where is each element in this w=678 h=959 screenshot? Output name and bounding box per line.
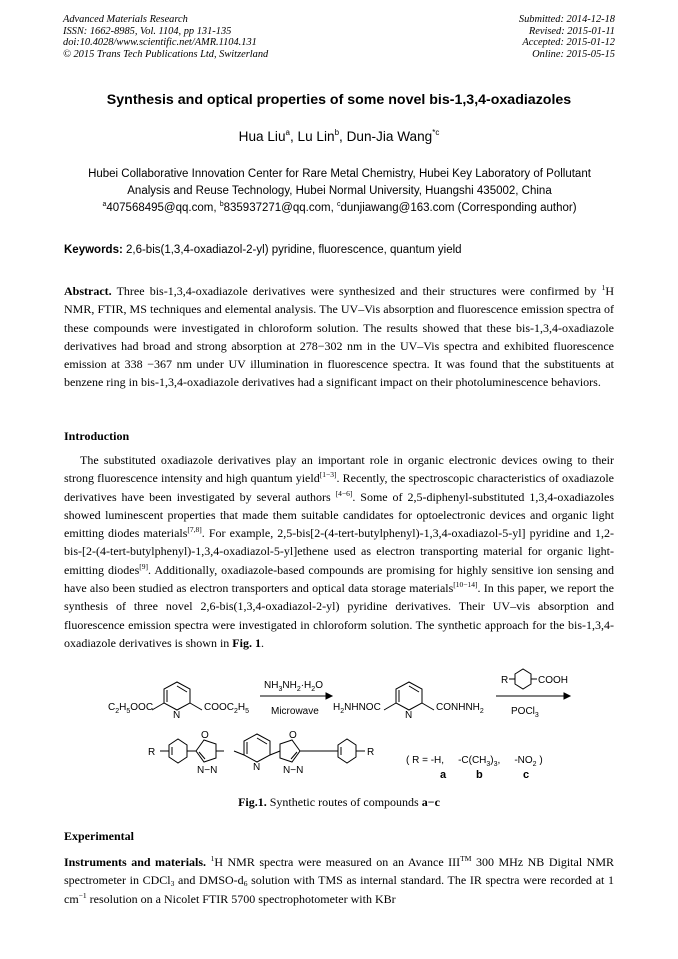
- exp-text: and DMSO-d: [174, 873, 244, 888]
- figure-caption-label: Fig.1.: [238, 795, 267, 809]
- synthesis-scheme: [64, 668, 614, 788]
- figure-caption-range: a−c: [421, 795, 440, 809]
- keywords: [64, 244, 616, 256]
- mid-left-group: $H_2NHNOC$: [333, 702, 381, 715]
- email-link[interactable]: 835937271@qq.com,: [223, 202, 337, 214]
- product-nn-left: N−N: [197, 765, 218, 776]
- journal-doi: doi:10.4028/www.scientific.net/AMR.1104.131: [63, 37, 257, 49]
- exp-sup: 1: [210, 854, 215, 863]
- email-sup: a: [102, 201, 107, 208]
- intro-text: . Additionally, oxadiazole-based compounds are promising for highly sensitive ion sensing and have also been studied as electron transporters and optical data storage materials: [64, 562, 614, 596]
- exp-text: resolution on a Nicolet FTIR 5700 spectrophotometer with KBr: [86, 891, 396, 906]
- reagent-r: R: [501, 675, 509, 686]
- product-o-right: O: [289, 730, 297, 741]
- section-heading-experimental: Experimental: [64, 829, 134, 843]
- compound-label-b: b: [476, 769, 483, 781]
- condition-pocl3: POCl$_3$: [511, 706, 539, 719]
- paper-title: Synthesis and optical properties of some novel bis-1,3,4-oxadiazoles: [106, 92, 572, 108]
- author-sup: a: [285, 128, 290, 137]
- exp-sub: 6: [243, 879, 248, 889]
- citation-ref[interactable]: [7,8]: [187, 525, 202, 535]
- reagent-hydrazine: $NH_3NH_2\cdot H_2O$: [264, 680, 323, 693]
- citation-ref[interactable]: [4−6]: [335, 488, 353, 498]
- exp-sup: TM: [460, 854, 472, 863]
- email-link[interactable]: 407568495@qq.com,: [106, 202, 220, 214]
- author-name: Lu Lin: [297, 129, 335, 144]
- citation-ref[interactable]: [10−14]: [453, 580, 478, 590]
- journal-copyright: © 2015 Trans Tech Publications Ltd, Switzerland: [63, 48, 269, 60]
- product-o-left: O: [201, 730, 209, 741]
- email-sup: b: [219, 201, 224, 208]
- date-accepted: Accepted: 2015-01-12: [522, 37, 615, 49]
- figure-caption: [0, 795, 678, 810]
- compound-label-a: a: [440, 769, 447, 781]
- product-nn-right: N−N: [283, 765, 304, 776]
- mid-ring-n: N: [405, 710, 413, 721]
- email-sup: c: [336, 201, 341, 208]
- affiliation-line: Hubei Collaborative Innovation Center for Rare Metal Chemistry, Hubei Key Laboratory of Pollutant: [88, 168, 591, 180]
- exp-text: solution with TMS as internal standard. The IR spectra were recorded at 1 cm: [64, 873, 615, 906]
- intro-text: The substituted oxadiazole derivatives play an important role in organic electronic devices owing to their strong fluorescence intensity and high quantum yield: [64, 453, 614, 486]
- author-name: Dun-Jia Wang: [346, 129, 433, 144]
- author-emails: [62, 200, 617, 217]
- product-r-left: R: [148, 747, 156, 758]
- product-r-right: R: [367, 747, 375, 758]
- keywords-text: 2,6-bis(1,3,4-oxadiazol-2-yl) pyridine, fluorescence, quantum yield: [122, 244, 462, 256]
- intro-text: . Recently, the spectroscopic characteristics of oxadiazole derivatives have been investigated by several authors: [64, 471, 614, 504]
- abstract-text: H NMR, FTIR, MS techniques and elemental analysis. The UV–Vis absorption and fluorescence emission spectra of these compounds were investigated in chloroform solution. The results showed that these bis-1,3,4-oxadiazole derivatives had broad and strong absorption at 278−302 nm in the UV–Vis spectra and exhibited fluorescence emission at 338 −367 nm under UV illumination in fluorescence spectra. It was found that the substituents at benzene ring in bis-1,3,4-oxadiazole derivatives had a significant impact on their photoluminescence behaviors.: [64, 284, 614, 390]
- email-link[interactable]: dunjiawang@163.com (Corresponding author): [340, 202, 577, 214]
- start-left-group: $C_2H_5OOC$: [108, 702, 154, 715]
- journal-issn: ISSN: 1662-8985, Vol. 1104, pp 131-135: [63, 25, 232, 37]
- mid-right-group: $CONHNH_2$: [436, 702, 484, 715]
- journal-info: [63, 14, 268, 60]
- author-name: Hua Liu: [238, 129, 286, 144]
- exp-sup: −1: [78, 890, 87, 900]
- figure-ref[interactable]: Fig. 1: [232, 635, 261, 650]
- start-ring-n: N: [173, 710, 181, 721]
- date-online: Online: 2015-05-15: [532, 48, 615, 60]
- intro-text: .: [260, 635, 264, 650]
- introduction-paragraph: [64, 451, 614, 652]
- author-list: Hua Liu$^a$, Lu Lin$^b$, Dun-Jia Wang$^{*c}$: [238, 128, 440, 144]
- experimental-paragraph: [64, 853, 614, 908]
- intro-text: . Some of 2,5-diphenyl-substituted 1,3,4-oxadiazoles showed luminescent properties that made them suitable candidates for optoelectronic devices and organic light emitting diodes materials: [64, 489, 614, 541]
- condition-microwave: Microwave: [271, 706, 319, 717]
- citation-ref[interactable]: [1−3]: [319, 470, 337, 480]
- r-definition: ( R = -H, $-C(CH_3)_3$, $-NO_2$ ): [406, 755, 543, 768]
- exp-sub: 3: [170, 879, 175, 889]
- intro-text: . In this paper, we report the synthesis of three novel 2,6-bis(1,3,4-oxadiazol-2-yl) pyridine derivatives. Their UV–vis absorption and fluorescence emission spectra were investigated in chloroform solution. The synthetic approach for the bis-1,3,4-oxadiazole derivatives is shown in: [64, 581, 615, 650]
- date-submitted: Submitted: 2014-12-18: [518, 14, 615, 25]
- abstract-label: Abstract.: [64, 284, 112, 298]
- intro-text: . For example, 2,5-bis[2-(4-tert-butylphenyl)-1,3,4-oxadiazol-5-yl] pyridine and 1,2-bis-[2-(4-tert-butylphenyl)-1,3,4-oxadiazol-5-yl]ethene used as electron transporting material for organic light-emitting diodes: [64, 526, 614, 577]
- section-heading-introduction: Introduction: [64, 429, 130, 443]
- exp-text: 300 MHz NB Digital NMR spectrometer in CDCl: [64, 855, 615, 888]
- abstract-sup: 1: [601, 283, 606, 292]
- article-dates: [519, 14, 615, 60]
- abstract-text: Three bis-1,3,4-oxadiazole derivatives were synthesized and their structures were confirmed by: [111, 284, 602, 298]
- reagent-cooh: COOH: [538, 675, 568, 686]
- product-pyridine-n: N: [253, 762, 261, 773]
- journal-name: Advanced Materials Research: [63, 14, 188, 25]
- figure-caption-text: Synthetic routes of compounds: [266, 795, 422, 809]
- author-sup: b: [334, 128, 340, 137]
- author-sup: *c: [432, 128, 440, 137]
- compound-label-c: c: [523, 769, 530, 781]
- abstract: [64, 282, 614, 392]
- exp-text: H NMR spectra were measured on an Avance III: [214, 855, 461, 869]
- citation-ref[interactable]: [9]: [139, 561, 149, 571]
- affiliation: [62, 166, 617, 217]
- subsection-label: Instruments and materials.: [64, 855, 207, 869]
- start-right-group: $COOC_2H_5$: [204, 702, 250, 715]
- affiliation-line: Analysis and Reuse Technology, Hubei Normal University, Huangshi 435002, China: [127, 185, 552, 197]
- keywords-label: Keywords:: [64, 244, 123, 256]
- date-revised: Revised: 2015-01-11: [528, 25, 615, 37]
